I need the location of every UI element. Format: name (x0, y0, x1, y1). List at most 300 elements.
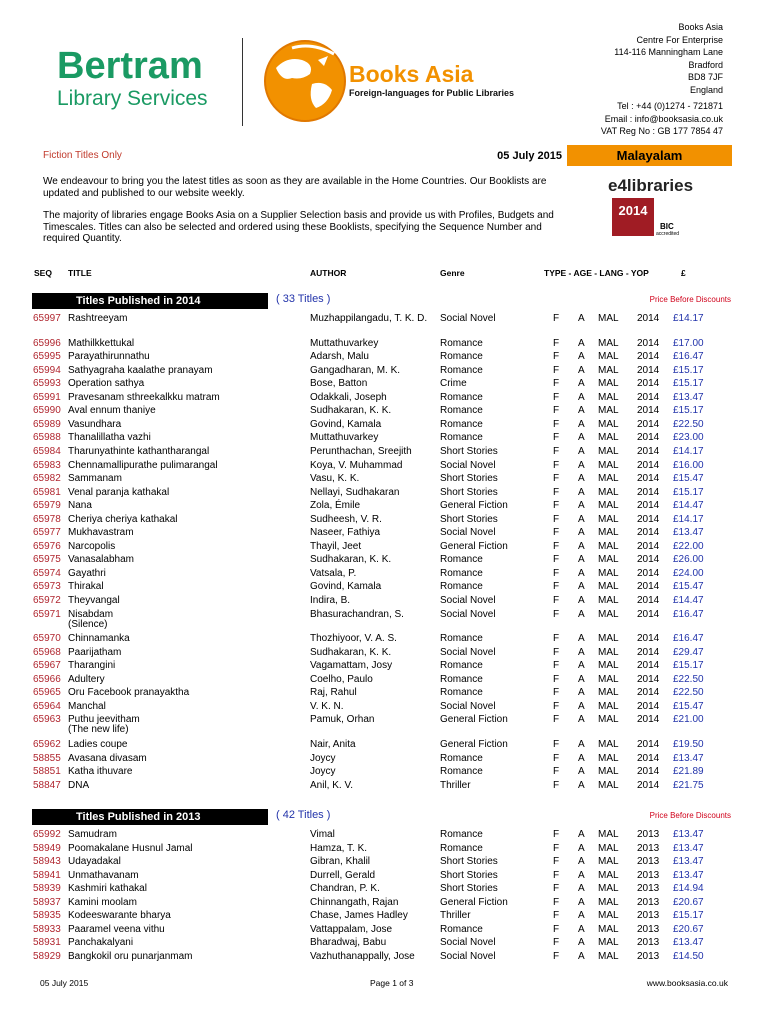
contact-line: Email : info@booksasia.co.uk (604, 113, 723, 124)
intro-paragraph: We endeavour to bring you the latest titles as soon as they are available in the Home Countries. Our Booklists are updated and published to our website weekly. (43, 176, 547, 199)
cell-author: Vazhuthanappally, Jose (310, 950, 415, 962)
cell-title: Paarijatham (68, 646, 122, 658)
cell-seq: 65991 (33, 391, 61, 403)
cell-seq: 65970 (33, 633, 61, 645)
footer-url[interactable]: www.booksasia.co.uk (646, 978, 728, 988)
section-2014-count: ( 33 Titles ) (276, 293, 331, 305)
cell-a: A (578, 554, 585, 566)
cell-author: Anil, K. V. (310, 779, 353, 791)
cell-author: Bharadwaj, Babu (310, 937, 387, 949)
cell-genre: Romance (440, 766, 483, 778)
cell-genre: Romance (440, 567, 483, 579)
cell-y: 2014 (637, 432, 660, 444)
cell-l: MAL (598, 432, 619, 444)
cell-seq: 65989 (33, 418, 61, 430)
cell-title: Chennamallipurathe pulimarangal (68, 459, 218, 471)
cell-l: MAL (598, 937, 619, 949)
cell-p: £16.47 (673, 608, 704, 620)
cell-author: Indira, B. (310, 595, 351, 606)
cell-title: Katha ithuvare (68, 766, 133, 778)
cell-genre: Social Novel (440, 950, 496, 962)
cell-y: 2013 (637, 910, 660, 922)
cell-a: A (578, 910, 585, 922)
cell-a: A (578, 687, 585, 699)
fiction-label: Fiction Titles Only (43, 150, 122, 161)
cell-l: MAL (598, 910, 619, 922)
cell-genre: Thriller (440, 910, 471, 922)
cell-p: £14.47 (673, 500, 704, 512)
cell-genre: Short Stories (440, 513, 498, 525)
cell-l: MAL (598, 714, 619, 726)
cell-genre: Short Stories (440, 856, 498, 868)
cell-seq: 65968 (33, 646, 61, 658)
cell-t: F (553, 432, 560, 444)
cell-genre: Romance (440, 829, 483, 840)
cell-a: A (578, 378, 585, 390)
cell-p: £22.50 (673, 418, 704, 430)
address-line: Books Asia (678, 22, 723, 32)
cell-p: £14.47 (673, 595, 704, 606)
cell-a: A (578, 581, 585, 593)
cell-p: £15.47 (673, 473, 704, 485)
cell-seq: 58941 (33, 869, 61, 881)
cell-author: Govind, Kamala (310, 581, 382, 593)
cell-l: MAL (598, 646, 619, 658)
cell-author: Nair, Anita (310, 738, 356, 750)
section-2014-price-note: Price Before Discounts (649, 295, 731, 304)
cell-seq: 65977 (33, 527, 61, 539)
cell-seq: 65964 (33, 700, 61, 712)
cell-seq: 65974 (33, 567, 61, 579)
cell-t: F (553, 829, 560, 840)
cell-y: 2014 (637, 418, 660, 430)
cell-title: Pravesanam sthreekalkku matram (68, 391, 220, 403)
cell-t: F (553, 313, 560, 324)
address-line: England (689, 84, 723, 95)
cell-t: F (553, 608, 560, 620)
cell-seq: 65966 (33, 673, 61, 685)
cell-p: £16.00 (673, 459, 704, 471)
cell-seq: 65978 (33, 513, 61, 525)
cell-l: MAL (598, 779, 619, 791)
cell-genre: Short Stories (440, 445, 498, 457)
cell-p: £15.47 (673, 581, 704, 593)
cell-author: Koya, V. Muhammad (310, 459, 403, 471)
cell-p: £13.47 (673, 869, 704, 881)
cell-p: £15.17 (673, 486, 704, 498)
cell-l: MAL (598, 567, 619, 579)
cell-author: Gangadharan, M. K. (310, 364, 401, 376)
cell-t: F (553, 738, 560, 750)
badge-accredited: accredited (656, 231, 680, 237)
header-type: TYPE - AGE - LANG - YOP (544, 268, 649, 278)
cell-y: 2014 (637, 554, 660, 566)
cell-y: 2014 (637, 500, 660, 512)
cell-y: 2014 (637, 486, 660, 498)
cell-y: 2014 (637, 752, 660, 764)
cell-l: MAL (598, 391, 619, 403)
cell-a: A (578, 513, 585, 525)
cell-t: F (553, 714, 560, 726)
cell-author: Sudheesh, V. R. (310, 513, 382, 525)
cell-t: F (553, 513, 560, 525)
cell-a: A (578, 646, 585, 658)
cell-y: 2013 (637, 829, 660, 840)
cell-genre: General Fiction (440, 500, 508, 512)
cell-t: F (553, 337, 560, 349)
cell-t: F (553, 779, 560, 791)
cell-a: A (578, 351, 585, 363)
cell-title: Oru Facebook pranayaktha (68, 687, 190, 699)
cell-l: MAL (598, 896, 619, 908)
cell-p: £15.17 (673, 378, 704, 390)
cell-seq: 65979 (33, 500, 61, 512)
cell-l: MAL (598, 595, 619, 606)
cell-a: A (578, 883, 585, 895)
cell-y: 2014 (637, 445, 660, 457)
cell-l: MAL (598, 608, 619, 620)
cell-l: MAL (598, 766, 619, 778)
header-price: £ (681, 268, 686, 278)
cell-seq: 58949 (33, 842, 61, 854)
cell-seq: 65982 (33, 473, 61, 485)
cell-title: Cheriya cheriya kathakal (68, 513, 178, 525)
cell-y: 2014 (637, 378, 660, 390)
cell-y: 2014 (637, 351, 660, 363)
section-2013-title: Titles Published in 2013 (32, 809, 268, 825)
cell-a: A (578, 540, 585, 552)
cell-seq: 65988 (33, 432, 61, 444)
cell-a: A (578, 445, 585, 457)
cell-y: 2014 (637, 766, 660, 778)
cell-genre: Social Novel (440, 459, 496, 471)
header-seq: SEQ (34, 268, 52, 278)
cell-y: 2013 (637, 896, 660, 908)
cell-t: F (553, 869, 560, 881)
cell-a: A (578, 567, 585, 579)
cell-genre: Romance (440, 581, 483, 593)
cell-author: Bhasurachandran, S. (310, 608, 404, 620)
cell-title: Sathyagraha kaalathe pranayam (68, 364, 213, 376)
cell-genre: Romance (440, 673, 483, 685)
cell-l: MAL (598, 950, 619, 962)
cell-title: Udayadakal (68, 856, 121, 868)
cell-author: Joycy (310, 752, 336, 764)
cell-t: F (553, 842, 560, 854)
cell-a: A (578, 633, 585, 645)
cell-title: Aval ennum thaniye (68, 405, 156, 417)
cell-l: MAL (598, 883, 619, 895)
cell-author: Adarsh, Malu (310, 351, 369, 363)
cell-a: A (578, 856, 585, 868)
cell-a: A (578, 432, 585, 444)
cell-genre: Romance (440, 687, 483, 699)
cell-seq: 65973 (33, 581, 61, 593)
contact-line: VAT Reg No : GB 177 7854 47 (600, 126, 723, 136)
cell-t: F (553, 856, 560, 868)
cell-y: 2013 (637, 842, 660, 854)
cell-author: Chandran, P. K. (310, 883, 380, 895)
address-line: Centre For Enterprise (636, 34, 723, 45)
cell-title: Mukhavastram (68, 527, 134, 539)
header-genre: Genre (440, 268, 465, 278)
globe-icon (262, 38, 348, 124)
cell-title: Tharunyathinte kathantharangal (68, 445, 210, 457)
cell-seq: 65994 (33, 364, 61, 376)
cell-a: A (578, 752, 585, 764)
cell-genre: Romance (440, 405, 483, 417)
cell-l: MAL (598, 313, 619, 324)
cell-y: 2013 (637, 883, 660, 895)
cell-a: A (578, 766, 585, 778)
cell-y: 2013 (637, 923, 660, 935)
cell-author: Hamza, T. K. (310, 842, 368, 854)
cell-y: 2014 (637, 527, 660, 539)
cell-y: 2014 (637, 337, 660, 349)
cell-l: MAL (598, 673, 619, 685)
cell-genre: Social Novel (440, 937, 496, 949)
cell-t: F (553, 766, 560, 778)
cell-seq: 65990 (33, 405, 61, 417)
cell-y: 2014 (637, 567, 660, 579)
cell-seq: 58929 (33, 950, 61, 962)
cell-genre: Short Stories (440, 486, 498, 498)
cell-t: F (553, 364, 560, 376)
cell-author: Gibran, Khalil (310, 856, 371, 868)
cell-l: MAL (598, 351, 619, 363)
cell-p: £13.47 (673, 842, 704, 854)
cell-author: Chinnangath, Rajan (310, 896, 399, 908)
cell-genre: Social Novel (440, 700, 496, 712)
cell-p: £29.47 (673, 646, 704, 658)
cell-author: Pamuk, Orhan (310, 714, 375, 726)
books-asia-subtitle: Foreign-languages for Public Libraries (349, 88, 515, 98)
cell-genre: Social Novel (440, 608, 496, 620)
cell-seq: 65996 (33, 337, 61, 349)
cell-author: Sudhakaran, K. K. (310, 646, 392, 658)
cell-a: A (578, 950, 585, 962)
cell-p: £15.17 (673, 660, 704, 672)
cell-a: A (578, 829, 585, 840)
cell-l: MAL (598, 687, 619, 699)
cell-title: Kodeeswarante bharya (68, 910, 171, 922)
cell-seq: 58933 (33, 923, 61, 935)
footer-date: 05 July 2015 (40, 978, 89, 988)
cell-a: A (578, 595, 585, 606)
cell-title: Rashtreeyam (68, 313, 128, 324)
cell-title: Kamini moolam (68, 896, 137, 908)
cell-seq: 58939 (33, 883, 61, 895)
cell-a: A (578, 459, 585, 471)
cell-l: MAL (598, 842, 619, 854)
cell-author: Bose, Batton (310, 378, 368, 390)
cell-a: A (578, 405, 585, 417)
cell-l: MAL (598, 869, 619, 881)
cell-seq: 65963 (33, 714, 61, 726)
cell-author: Sudhakaran, K. K. (310, 554, 392, 566)
cell-p: £22.00 (673, 540, 704, 552)
cell-title: Tharangini (68, 660, 116, 672)
cell-title: Paaramel veena vithu (68, 923, 165, 935)
cell-p: £14.17 (673, 313, 704, 324)
cell-t: F (553, 378, 560, 390)
cell-title: Bangkokil oru punarjanmam (68, 950, 193, 962)
cell-seq: 58931 (33, 937, 61, 949)
cell-seq: 65981 (33, 486, 61, 498)
cell-t: F (553, 937, 560, 949)
footer-page: Page 1 of 3 (370, 978, 414, 988)
cell-t: F (553, 391, 560, 403)
cell-l: MAL (598, 554, 619, 566)
cell-a: A (578, 608, 585, 620)
cell-y: 2014 (637, 313, 660, 324)
cell-l: MAL (598, 418, 619, 430)
cell-t: F (553, 910, 560, 922)
cell-title-subtitle: (Silence) (68, 618, 108, 630)
cell-a: A (578, 391, 585, 403)
address-line: Bradford (688, 59, 723, 70)
cell-title: Chinnamanka (68, 633, 130, 645)
cell-seq: 65993 (33, 378, 61, 390)
cell-genre: Crime (440, 378, 467, 390)
cell-l: MAL (598, 405, 619, 417)
cell-genre: Short Stories (440, 869, 498, 881)
cell-y: 2014 (637, 405, 660, 417)
cell-author: Vatsala, P. (310, 567, 357, 579)
cell-l: MAL (598, 856, 619, 868)
cell-seq: 65971 (33, 608, 61, 620)
cell-author: Muttathuvarkey (310, 432, 379, 444)
cell-p: £13.47 (673, 391, 704, 403)
cell-author: V. K. N. (310, 700, 344, 712)
cell-title: Nana (68, 500, 92, 512)
cell-author: Sudhakaran, K. K. (310, 405, 392, 417)
cell-p: £14.17 (673, 445, 704, 457)
cell-genre: General Fiction (440, 714, 508, 726)
cell-author: Vagamattam, Josy (310, 660, 393, 672)
cell-p: £17.00 (673, 337, 704, 349)
cell-title: Nisabdam (68, 608, 114, 620)
section-2013-price-note: Price Before Discounts (649, 811, 731, 820)
cell-seq: 58855 (33, 752, 61, 764)
cell-title: Unmathavanam (68, 869, 139, 881)
cell-a: A (578, 738, 585, 750)
cell-p: £14.94 (673, 883, 704, 895)
cell-p: £19.50 (673, 738, 704, 750)
cell-l: MAL (598, 364, 619, 376)
cell-seq: 65997 (33, 313, 61, 324)
cell-author: Govind, Kamala (310, 418, 382, 430)
cell-seq: 58935 (33, 910, 61, 922)
cell-title: Ladies coupe (68, 738, 128, 750)
cell-y: 2014 (637, 714, 660, 726)
cell-title: Sammanam (68, 473, 122, 485)
logo-divider (242, 38, 243, 126)
cell-y: 2013 (637, 950, 660, 962)
cell-l: MAL (598, 581, 619, 593)
cell-y: 2014 (637, 391, 660, 403)
cell-y: 2014 (637, 687, 660, 699)
cell-y: 2013 (637, 937, 660, 949)
cell-t: F (553, 445, 560, 457)
cell-genre: Romance (440, 351, 483, 363)
cell-title: DNA (68, 779, 90, 791)
cell-a: A (578, 486, 585, 498)
cell-l: MAL (598, 473, 619, 485)
cell-t: F (553, 459, 560, 471)
cell-y: 2014 (637, 513, 660, 525)
cell-genre: Thriller (440, 779, 471, 791)
cell-genre: Social Novel (440, 595, 496, 606)
cell-a: A (578, 923, 585, 935)
cell-title: Theyvangal (68, 595, 120, 606)
cell-p: £15.47 (673, 700, 704, 712)
cell-y: 2014 (637, 595, 660, 606)
cell-title: Thirakal (68, 581, 104, 593)
bertram-logo-line1: Bertram (57, 45, 203, 87)
cell-t: F (553, 567, 560, 579)
cell-l: MAL (598, 513, 619, 525)
cell-title: Panchakalyani (68, 937, 134, 949)
cell-l: MAL (598, 660, 619, 672)
cell-p: £21.00 (673, 714, 704, 726)
bertram-logo-line2: Library Services (57, 87, 208, 110)
cell-t: F (553, 923, 560, 935)
cell-title: Puthu jeevitham (68, 714, 140, 726)
cell-genre: Romance (440, 337, 483, 349)
cell-a: A (578, 673, 585, 685)
cell-t: F (553, 500, 560, 512)
address-line: 114-116 Manningham Lane (614, 47, 723, 57)
cell-author: Durrell, Gerald (310, 869, 376, 881)
cell-a: A (578, 364, 585, 376)
cell-seq: 65983 (33, 459, 61, 471)
cell-author: Thayil, Jeet (310, 540, 362, 552)
cell-title: Vanasalabham (68, 554, 134, 566)
cell-p: £21.89 (673, 766, 704, 778)
cell-seq: 58851 (33, 766, 61, 778)
books-asia-title: Books Asia (349, 61, 474, 87)
cell-a: A (578, 896, 585, 908)
cell-l: MAL (598, 923, 619, 935)
cell-author: Muzhappilangadu, T. K. D. (310, 313, 428, 324)
cell-p: £20.67 (673, 896, 704, 908)
cell-p: £15.17 (673, 910, 704, 922)
cell-title: Manchal (68, 700, 106, 712)
cell-t: F (553, 660, 560, 672)
cell-y: 2014 (637, 459, 660, 471)
cell-author: Nellayi, Sudhakaran (310, 486, 400, 498)
cell-y: 2014 (637, 779, 660, 791)
cell-l: MAL (598, 738, 619, 750)
cell-t: F (553, 896, 560, 908)
cell-author: Chase, James Hadley (310, 910, 408, 922)
cell-title: Narcopolis (68, 540, 116, 552)
cell-l: MAL (598, 829, 619, 840)
cell-genre: Short Stories (440, 883, 498, 895)
cell-a: A (578, 779, 585, 791)
cell-l: MAL (598, 500, 619, 512)
address-block (614, 21, 723, 96)
cell-p: £26.00 (673, 554, 704, 566)
cell-t: F (553, 883, 560, 895)
cell-p: £13.47 (673, 937, 704, 949)
cell-y: 2014 (637, 473, 660, 485)
cell-author: Odakkali, Joseph (310, 391, 387, 403)
cell-author: Naseer, Fathiya (310, 527, 381, 539)
cell-t: F (553, 581, 560, 593)
cell-title: Parayathirunnathu (68, 351, 150, 363)
